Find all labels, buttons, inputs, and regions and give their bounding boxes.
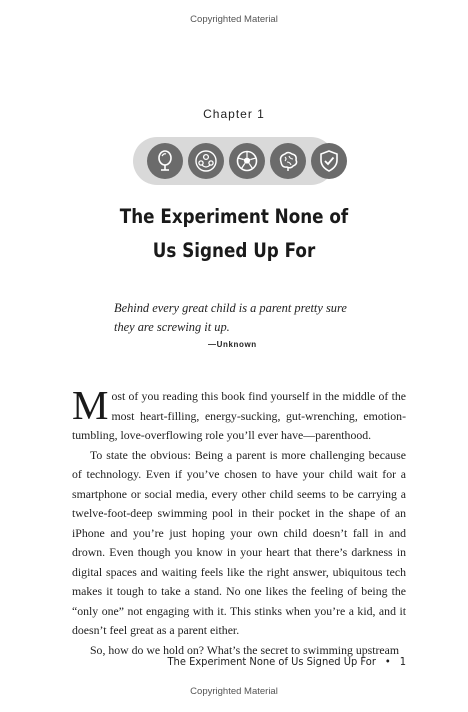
group-icon	[188, 143, 224, 179]
page-number: 1	[399, 655, 406, 668]
chapter-icon-row	[133, 134, 335, 188]
chapter-title-line-1: The Experiment None of	[119, 205, 349, 228]
chapter-title-line-2: Us Signed Up For	[152, 239, 316, 262]
body-text	[72, 382, 406, 660]
brain-icon	[270, 143, 306, 179]
chapter-title	[33, 200, 435, 268]
soccer-ball-icon	[229, 143, 265, 179]
paragraph-1-text: ost of you reading this book find yourself in the middle of the most heart-filling, energy-sucking, gut-wrenching, emotion-tumbling, love-overflowing role you’ll ever have—parenthood.	[72, 389, 406, 442]
header-copyright: Copyrighted Material	[190, 14, 278, 25]
epigraph-attribution: —Unknown	[208, 340, 257, 349]
paragraph-1	[72, 382, 406, 446]
epigraph-quote: Behind every great child is a parent pretty sure they are screwing it up.	[114, 301, 347, 334]
drop-cap: M	[72, 382, 109, 428]
chapter-label: Chapter 1	[203, 107, 265, 121]
footer-bullet: •	[384, 655, 391, 668]
shield-check-icon	[311, 143, 347, 179]
footer-copyright: Copyrighted Material	[190, 686, 278, 697]
mirror-icon	[147, 143, 183, 179]
running-footer	[167, 655, 406, 668]
running-title: The Experiment None of Us Signed Up For	[167, 655, 376, 668]
paragraph-3: So, how do we hold on? What’s the secret to swimming upstream	[90, 642, 400, 657]
paragraph-2: To state the obvious: Being a parent is more challenging because of technology. Even if you’ve chosen to have your child wait for a smartphone or social media, every other child seems to be carrying a twelve-foot-deep swimming pool in their pocket in the shape of an iPhone and you’re just hoping your own child doesn’t fall in and drown. Even though you know in your heart that there’s darkness in digital spaces and waiting feels like the right answer, ubiquitous tech makes it tough to take a stand. No one likes the feeling of being the “only one” not engaging with it. This stinks when you’re a kid, and it doesn’t feel great as a parent either.	[72, 447, 406, 637]
